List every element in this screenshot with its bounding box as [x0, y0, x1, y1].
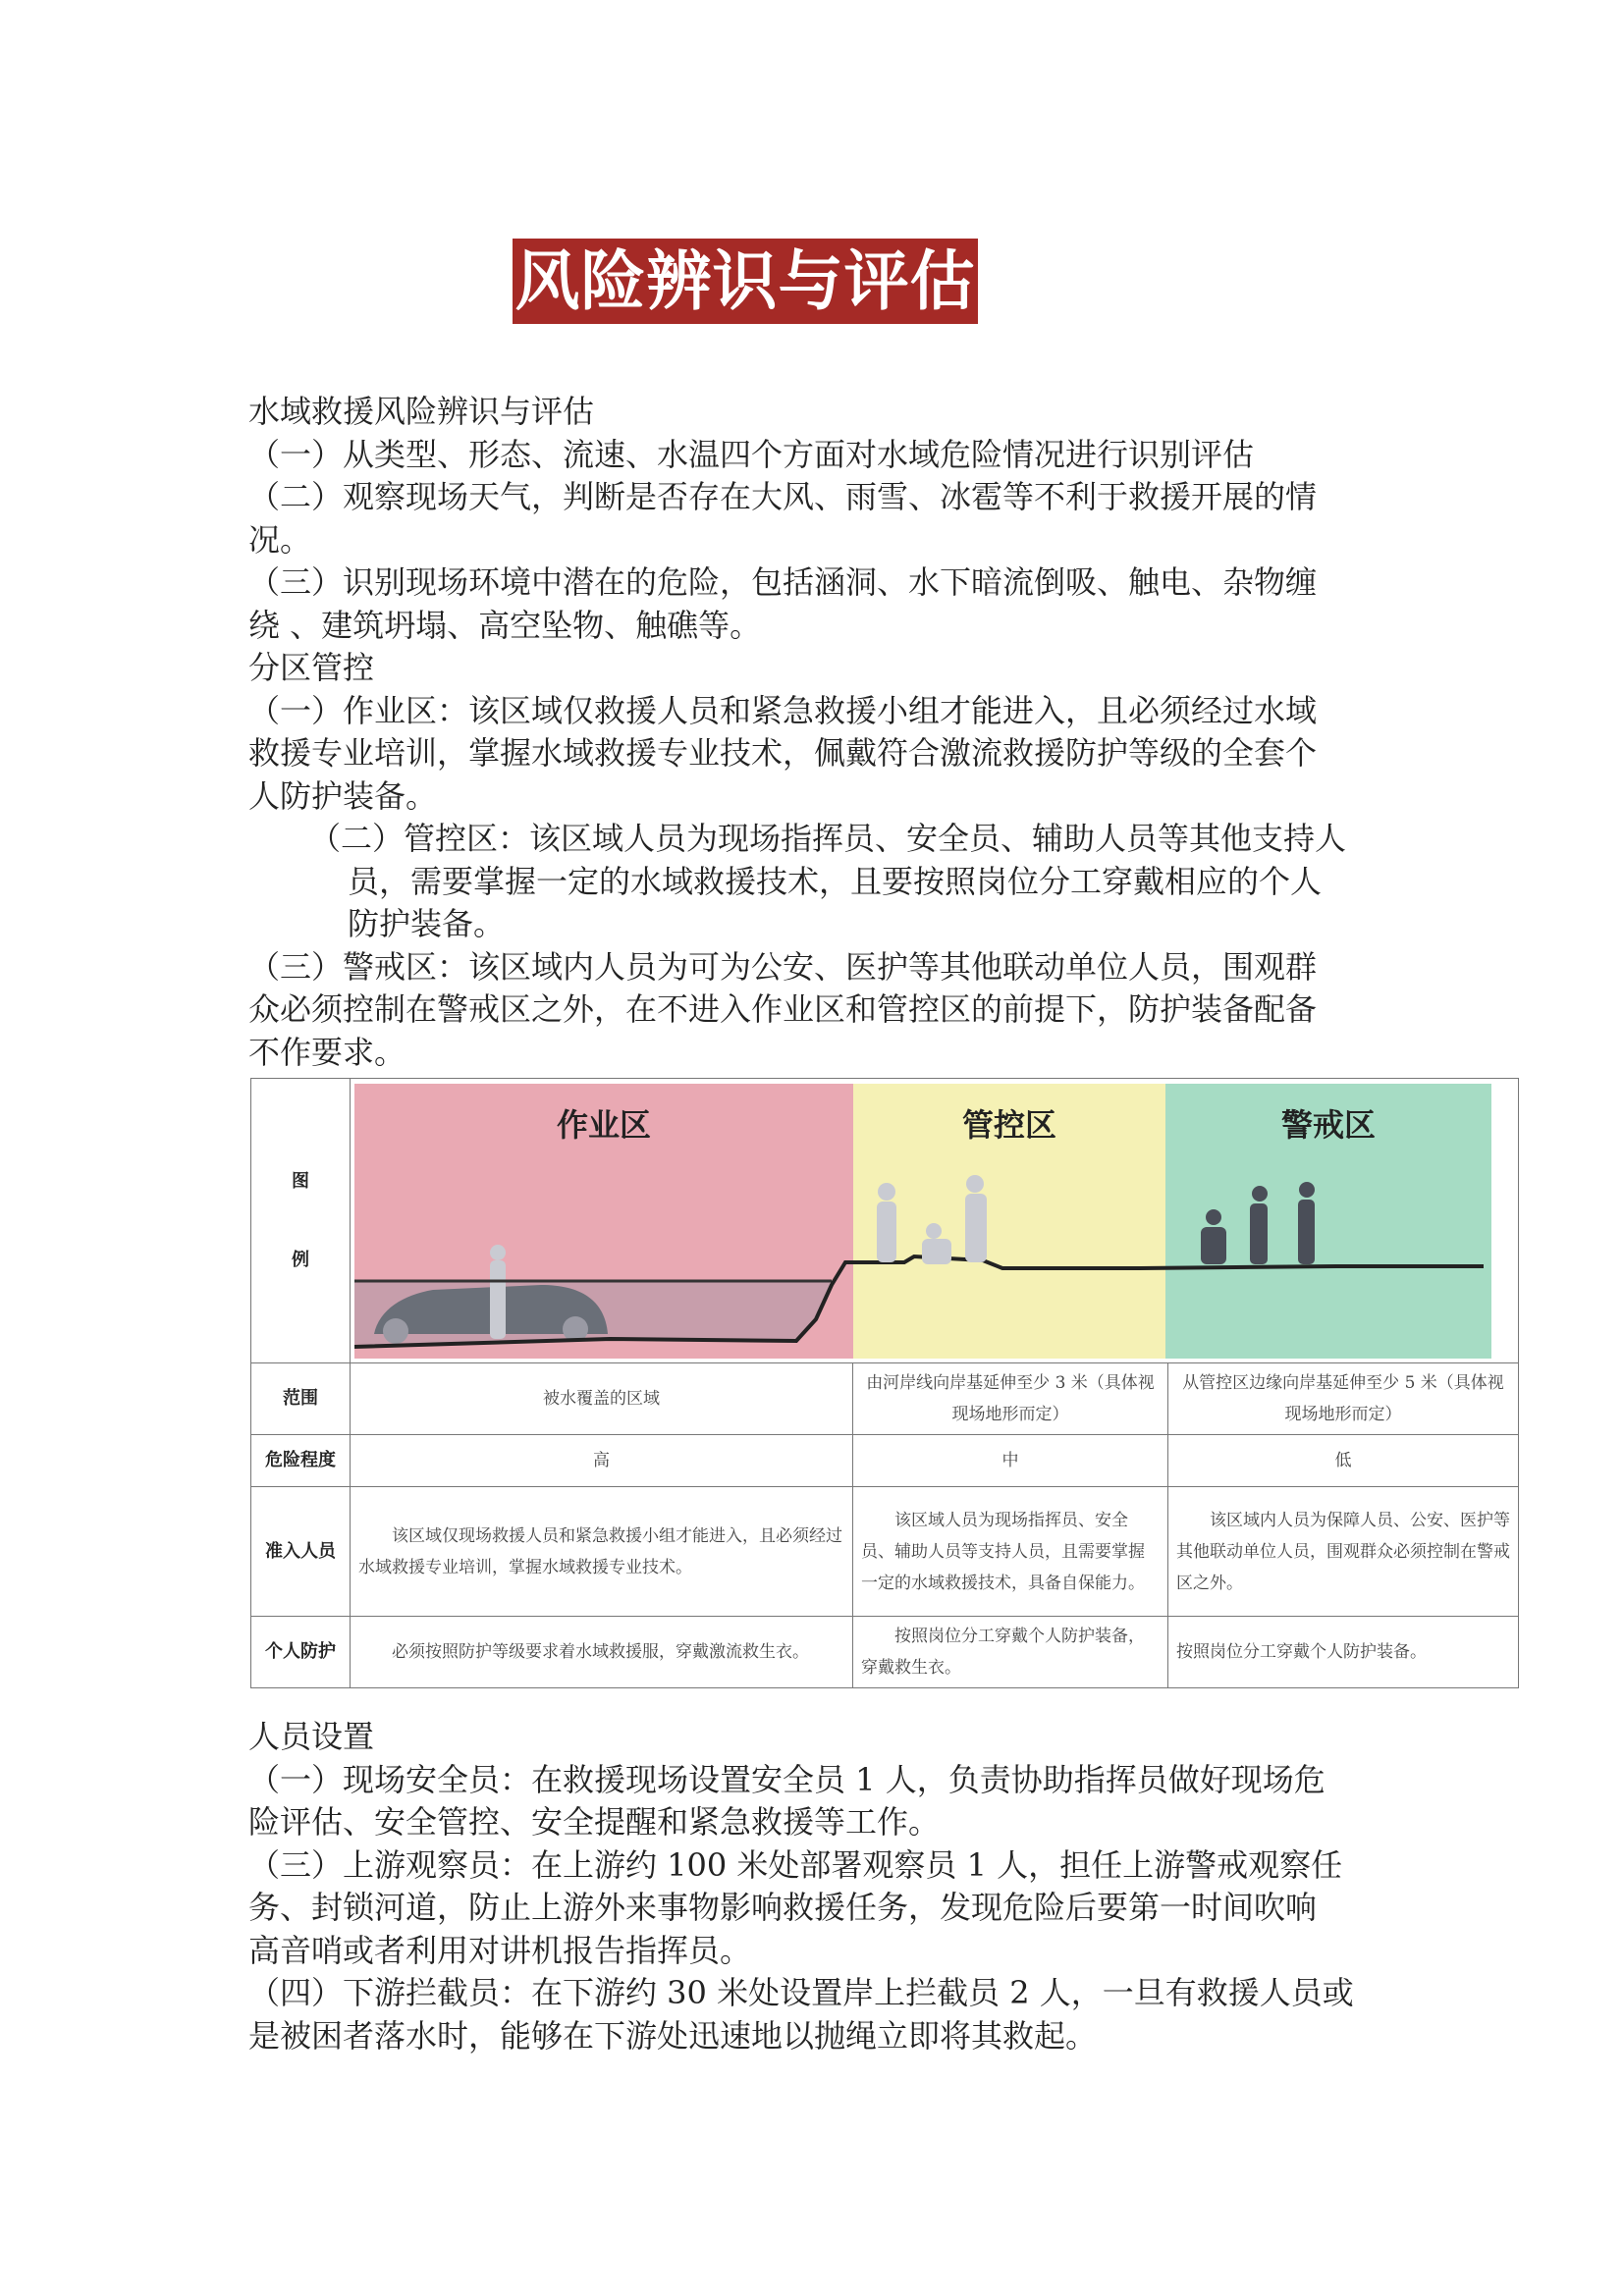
table-row: [251, 1487, 1519, 1617]
paragraph-line: 众必须控制在警戒区之外，在不进入作业区和管控区的前提下，防护装备配备: [248, 990, 1318, 1028]
table-cell: 按照岗位分工穿戴个人防护装备。: [1168, 1617, 1519, 1688]
table-cell: 由河岸线向岸基延伸至少 3 米（具体视现场地形而定）: [853, 1363, 1168, 1435]
zone-illustration: [354, 1084, 1498, 1359]
zone-label: 警戒区: [1280, 1105, 1376, 1144]
section-heading: 水域救援风险辨识与评估: [248, 393, 595, 430]
zone-label: 管控区: [961, 1105, 1056, 1144]
table-cell: 该区域内人员为保障人员、公安、医护等其他联动单位人员，围观群众必须控制在警戒区之外。: [1168, 1487, 1519, 1617]
paragraph-line: 高音哨或者利用对讲机报告指挥员。: [248, 1931, 752, 1969]
paragraph-line: （一）从类型、形态、流速、水温四个方面对水域危险情况进行识别评估: [248, 435, 1255, 473]
paragraph-line: （二）观察现场天气，判断是否存在大风、雨雪、冰雹等不利于救援开展的情: [248, 478, 1318, 515]
zone-table: [250, 1078, 1519, 1688]
paragraph-line: 人防护装备。: [248, 776, 438, 815]
paragraph-line: （三）警戒区：该区域内人员为可为公安、医护等其他联动单位人员，围观群: [248, 947, 1318, 986]
row-label: 范围: [251, 1363, 351, 1435]
paragraph-line: （三）上游观察员：在上游约 100 米处部署观察员 1 人，担任上游警戒观察任: [248, 1845, 1343, 1884]
table-cell: 按照岗位分工穿戴个人防护装备，穿戴救生衣。: [853, 1617, 1168, 1688]
paragraph-line: （二）管控区：该区域人员为现场指挥员、安全员、辅助人员等其他支持人: [309, 820, 1347, 857]
section-personnel: [248, 1716, 1354, 2057]
paragraph-line: 救援专业培训，掌握水域救援专业技术，佩戴符合激流救援防护等级的全套个: [248, 734, 1318, 772]
paragraph-line: 员，需要掌握一定的水域救援技术，且要按照岗位分工穿戴相应的个人: [348, 862, 1323, 900]
terrain-illustration: [354, 1084, 1491, 1359]
paragraph-line: （一）现场安全员：在救援现场设置安全员 1 人，负责协助指挥员做好现场危: [248, 1760, 1325, 1798]
table-cell: 该区域人员为现场指挥员、安全员、辅助人员等支持人员，且需要掌握一定的水域救援技术，具备自保能力。: [853, 1487, 1168, 1617]
section-heading: 人员设置: [248, 1718, 375, 1755]
table-cell: 高: [351, 1435, 853, 1487]
section-heading: 分区管控: [248, 649, 375, 686]
paragraph-line: （三）识别现场环境中潜在的危险，包括涵洞、水下暗流倒吸、触电、杂物缠: [248, 563, 1318, 601]
paragraph-line: 务、封锁河道，防止上游外来事物影响救援任务，发现危险后要第一时间吹响: [248, 1889, 1318, 1926]
table-row: [251, 1617, 1519, 1688]
control-zone-personnel-icon: [877, 1175, 987, 1264]
table-cell: 中: [853, 1435, 1168, 1487]
paragraph-line: 不作要求。: [248, 1033, 406, 1071]
legend-label-cell: [251, 1079, 351, 1363]
document-title: 风险辨识与评估: [513, 239, 978, 324]
paragraph-line: 防护装备。: [348, 905, 506, 942]
warning-zone-personnel-icon: [1201, 1182, 1315, 1264]
table-row: [251, 1363, 1519, 1435]
legend-label-char: 例: [292, 1249, 309, 1270]
table-cell: 被水覆盖的区域: [351, 1363, 853, 1435]
paragraph-line: 是被困者落水时，能够在下游处迅速地以抛绳立即将其救起。: [248, 2016, 1098, 2055]
table-cell: 该区域仅现场救援人员和紧急救援小组才能进入，且必须经过水域救援专业培训，掌握水域救援专业技术。: [351, 1487, 853, 1617]
legend-label-char: 图: [292, 1170, 309, 1192]
zone-illustration-cell: [351, 1079, 1519, 1363]
row-label: 个人防护: [251, 1617, 351, 1688]
section-risk-identification: [248, 391, 1346, 1074]
paragraph-line: 绕 、建筑坍塌、高空坠物、触礁等。: [248, 606, 762, 644]
table-row: [251, 1435, 1519, 1487]
row-label: 危险程度: [251, 1435, 351, 1487]
row-label: 准入人员: [251, 1487, 351, 1617]
paragraph-line: 险评估、安全管控、安全提醒和紧急救援等工作。: [248, 1803, 941, 1841]
table-cell: 低: [1168, 1435, 1519, 1487]
zone-label: 作业区: [556, 1105, 651, 1144]
paragraph-line: 况。: [248, 520, 312, 559]
rescuer-figure-icon: [490, 1245, 506, 1339]
table-cell: 从管控区边缘向岸基延伸至少 5 米（具体视现场地形而定）: [1168, 1363, 1519, 1435]
table-row-legend: [251, 1079, 1519, 1363]
paragraph-line: （一）作业区：该区域仅救援人员和紧急救援小组才能进入，且必须经过水域: [248, 691, 1318, 729]
table-cell: 必须按照防护等级要求着水域救援服，穿戴激流救生衣。: [351, 1617, 853, 1688]
paragraph-line: （四）下游拦截员：在下游约 30 米处设置岸上拦截员 2 人，一旦有救援人员或: [248, 1974, 1354, 2011]
